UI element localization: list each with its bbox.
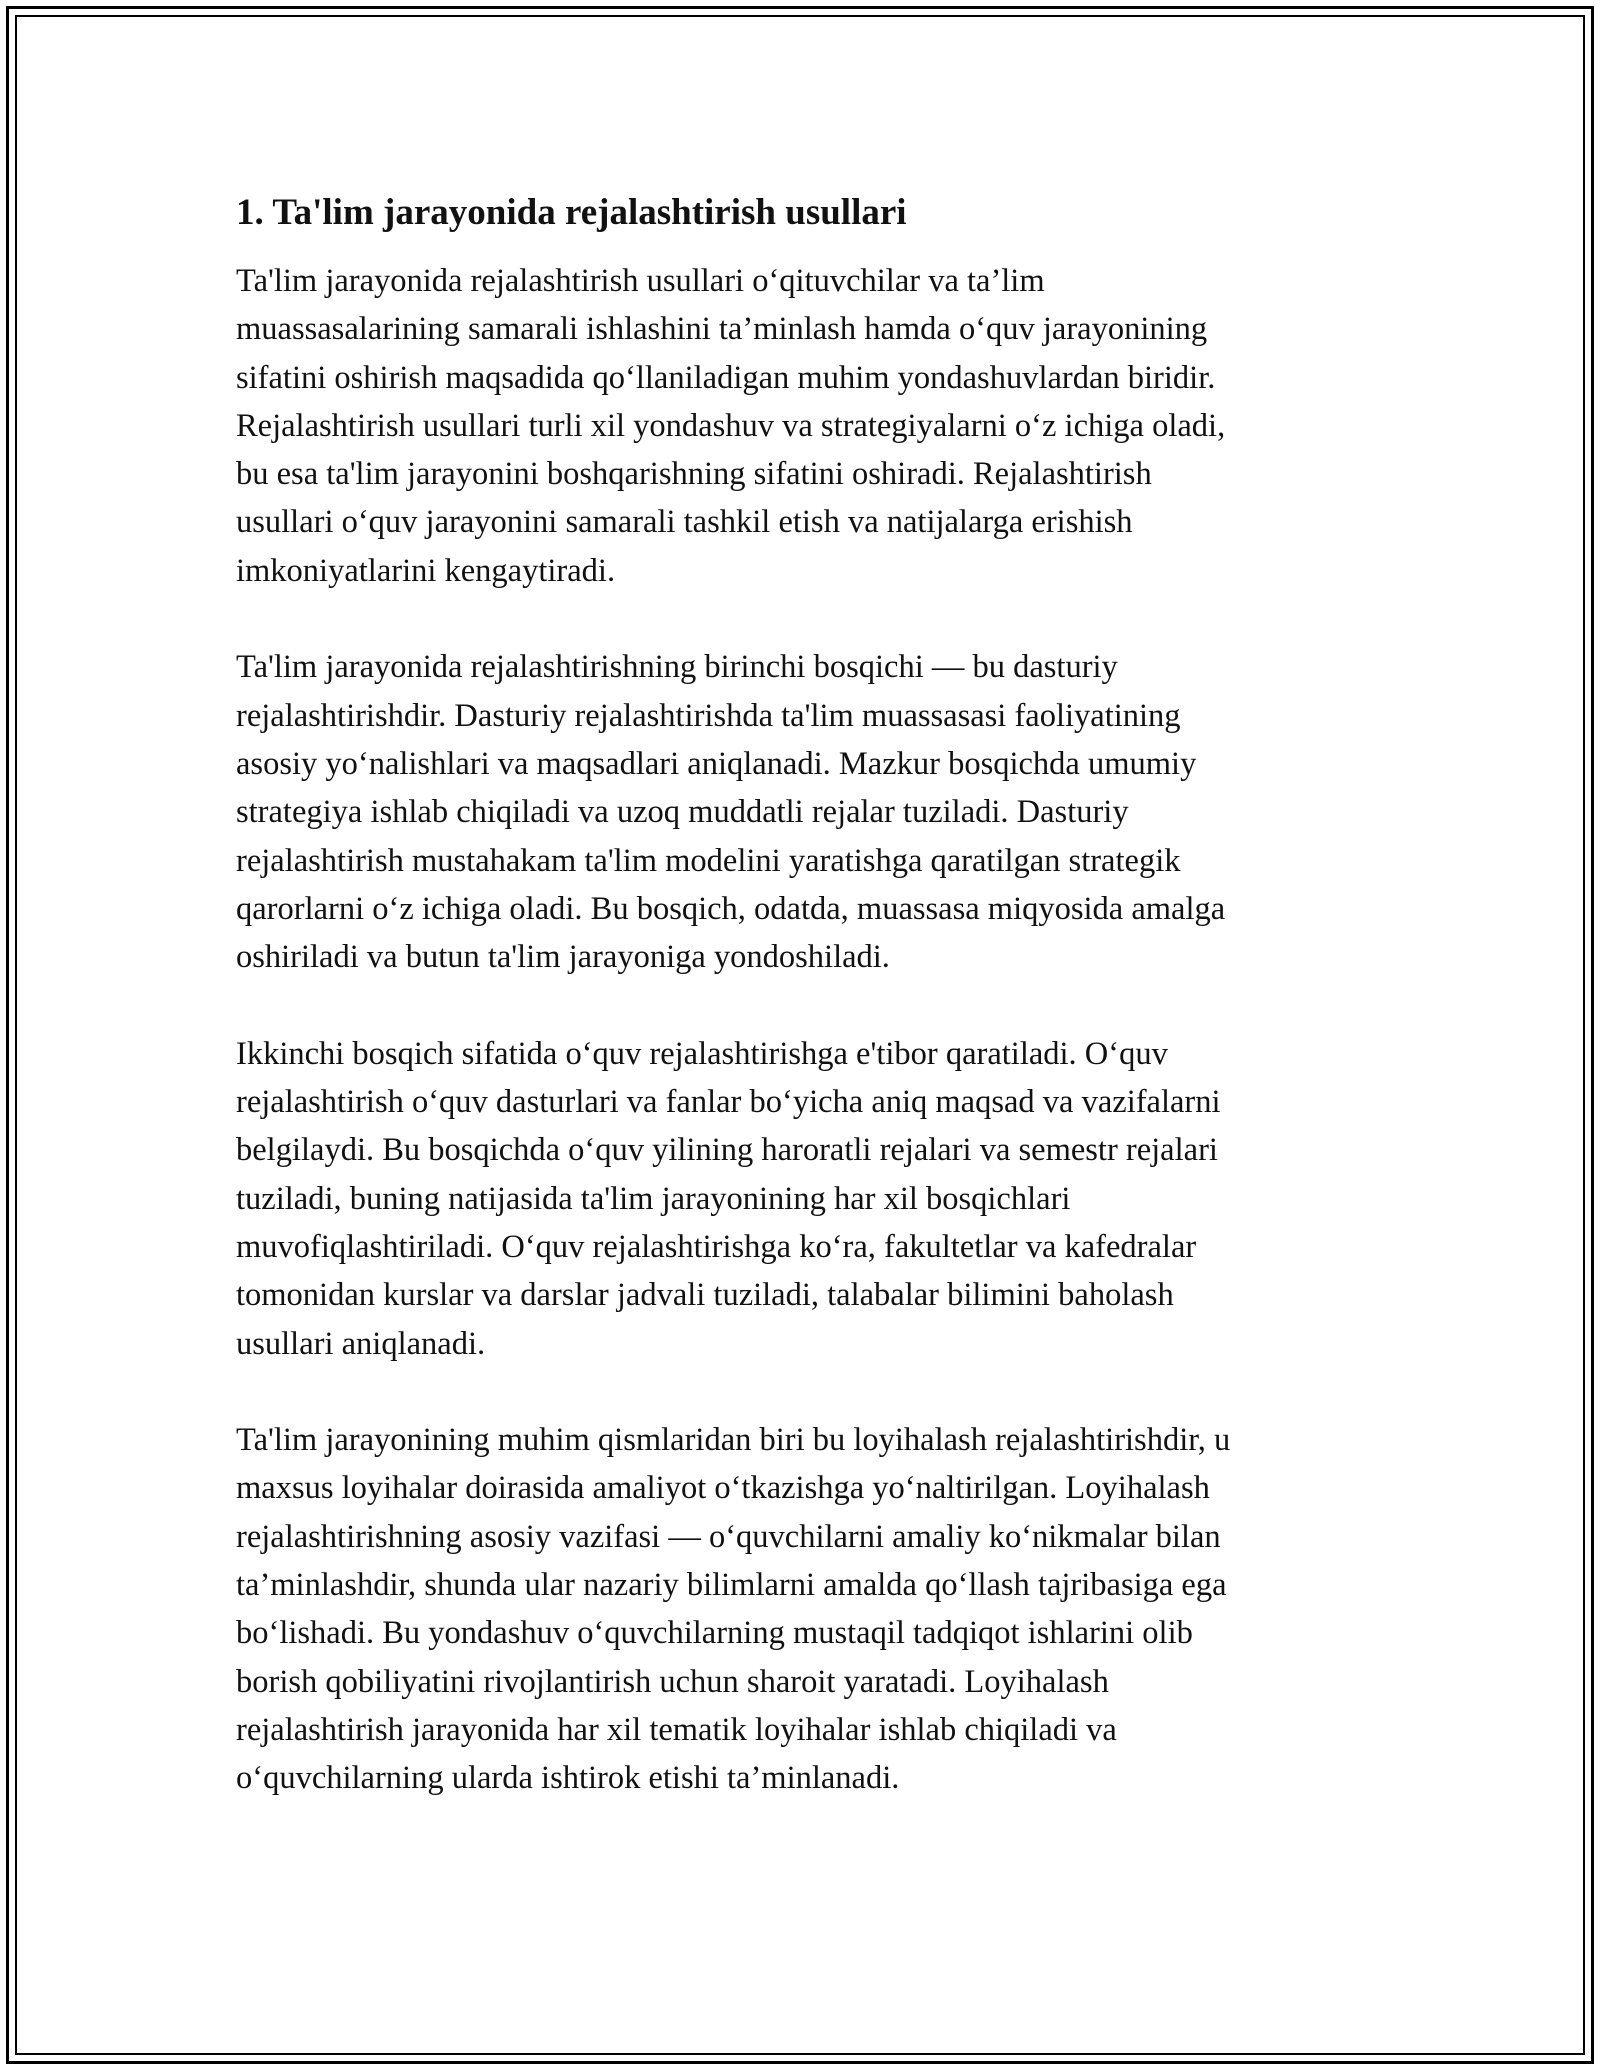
- paragraph-line: imkoniyatlarini kengaytiradi.: [236, 552, 616, 589]
- paragraph-line: sifatini oshirish maqsadida qo‘llaniladigan muhim yondashuvlardan biridir.: [236, 359, 1216, 396]
- paragraph-1: [236, 257, 1386, 595]
- paragraph-line: ta’minlashdir, shunda ular nazariy bilimlarni amalda qo‘llash tajribasiga ega: [236, 1567, 1227, 1604]
- paragraph-line: maxsus loyihalar doirasida amaliyot o‘tkazishga yo‘naltirilgan. Loyihalash: [236, 1470, 1210, 1507]
- paragraph-line: asosiy yo‘nalishlari va maqsadlari aniqlanadi. Mazkur bosqichda umumiy: [236, 745, 1197, 782]
- paragraph-3: [236, 1030, 1386, 1368]
- paragraph-line: usullari o‘quv jarayonini samarali tashkil etish va natijalarga erishish: [236, 504, 1133, 541]
- paragraph-line: rejalashtirishdir. Dasturiy rejalashtirishda ta'lim muassasasi faoliyatining: [236, 697, 1181, 734]
- paragraph-line: Ta'lim jarayonida rejalashtirishning birinchi bosqichi — bu dasturiy: [236, 649, 1118, 686]
- paragraph-line: tomonidan kurslar va darslar jadvali tuziladi, talabalar bilimini baholash: [236, 1277, 1174, 1314]
- paragraph-line: usullari aniqlanadi.: [236, 1325, 486, 1362]
- section-heading: 1. Ta'lim jarayonida rejalashtirish usullari: [236, 192, 907, 233]
- paragraph-line: rejalashtirishning asosiy vazifasi — o‘quvchilarni amaliy ko‘nikmalar bilan: [236, 1518, 1221, 1555]
- paragraph-line: strategiya ishlab chiqiladi va uzoq muddatli rejalar tuziladi. Dasturiy: [236, 794, 1129, 831]
- paragraph-line: muvofiqlashtiriladi. O‘quv rejalashtirishga ko‘ra, fakultetlar va kafedralar: [236, 1228, 1197, 1265]
- paragraph-line: tuziladi, buning natijasida ta'lim jarayonining har xil bosqichlari: [236, 1180, 1071, 1217]
- paragraph-2: [236, 643, 1386, 981]
- paragraph-4: [236, 1416, 1386, 1802]
- paragraph-line: belgilaydi. Bu bosqichda o‘quv yilining haroratli rejalari va semestr rejalari: [236, 1132, 1218, 1169]
- paragraph-line: muassasalarining samarali ishlashini ta’minlash hamda o‘quv jarayonining: [236, 311, 1208, 348]
- paragraph-line: rejalashtirish o‘quv dasturlari va fanlar bo‘yicha aniq maqsad va vazifalarni: [236, 1084, 1221, 1121]
- paragraph-line: Rejalashtirish usullari turli xil yondashuv va strategiyalarni o‘z ichiga oladi,: [236, 407, 1226, 444]
- paragraph-line: borish qobiliyatini rivojlantirish uchun sharoit yaratadi. Loyihalash: [236, 1663, 1109, 1700]
- paragraph-line: Ta'lim jarayonining muhim qismlaridan biri bu loyihalash rejalashtirishdir, u: [236, 1422, 1231, 1459]
- paragraph-line: qarorlarni o‘z ichiga oladi. Bu bosqich, odatda, muassasa miqyosida amalga: [236, 890, 1226, 927]
- paragraph-line: o‘quvchilarning ularda ishtirok etishi ta’minlanadi.: [236, 1760, 900, 1797]
- document-body: [236, 186, 1386, 1851]
- paragraph-line: bo‘lishadi. Bu yondashuv o‘quvchilarning mustaqil tadqiqot ishlarini olib: [236, 1615, 1193, 1652]
- paragraph-line: Ta'lim jarayonida rejalashtirish usullari o‘qituvchilar va ta’lim: [236, 263, 1045, 299]
- paragraph-line: rejalashtirish jarayonida har xil tematik loyihalar ishlab chiqiladi va: [236, 1711, 1117, 1748]
- paragraph-line: rejalashtirish mustahakam ta'lim modelini yaratishga qaratilgan strategik: [236, 842, 1181, 879]
- paragraph-line: bu esa ta'lim jarayonini boshqarishning sifatini oshiradi. Rejalashtirish: [236, 456, 1152, 493]
- paragraph-line: Ikkinchi bosqich sifatida o‘quv rejalashtirishga e'tibor qaratiladi. O‘quv: [236, 1035, 1168, 1072]
- paragraph-line: oshiriladi va butun ta'lim jarayoniga yondoshiladi.: [236, 939, 890, 976]
